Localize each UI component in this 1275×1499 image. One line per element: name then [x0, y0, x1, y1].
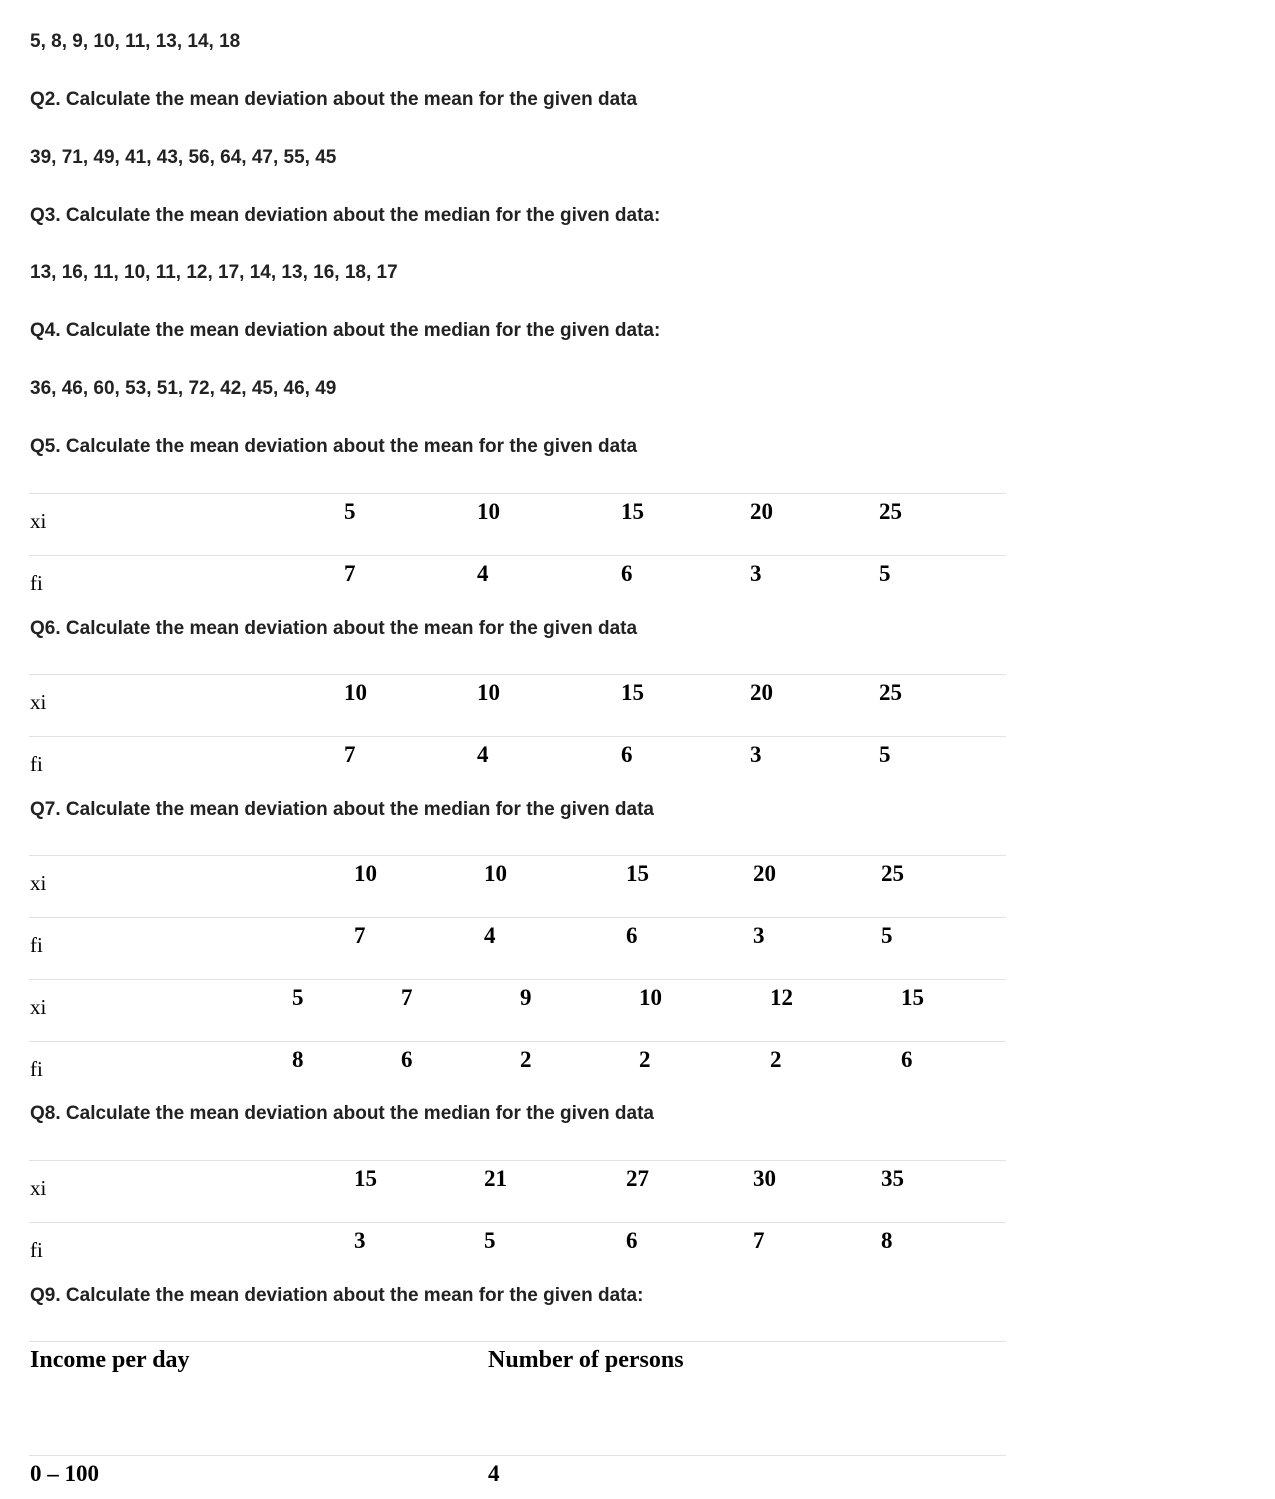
table-cell: 3: [354, 1228, 366, 1253]
table-cell: 6: [901, 1047, 913, 1072]
table-cell: 15: [354, 1166, 377, 1191]
table-cell: 10: [639, 985, 662, 1010]
q8-question: Q8. Calculate the mean deviation about the median for the given data: [30, 1103, 654, 1124]
table-cell: 5: [881, 923, 893, 948]
table-cell: 20: [753, 861, 776, 886]
table-cell: 4: [477, 742, 489, 767]
q7-table: [29, 855, 1006, 1103]
q6-question: Q6. Calculate the mean deviation about the mean for the given data: [30, 618, 638, 639]
column-header-income: Income per day: [30, 1347, 190, 1373]
table-cell: 8: [292, 1047, 304, 1072]
table-cell: 7: [344, 561, 356, 586]
table-row-fi: [29, 736, 1006, 798]
table-cell: 27: [626, 1166, 649, 1191]
table-cell: 4: [484, 923, 496, 948]
row-label: xi: [30, 871, 47, 895]
table-row-xi: [29, 855, 1006, 917]
table-cell: 6: [621, 561, 633, 586]
q7-question: Q7. Calculate the mean deviation about the median for the given data: [30, 799, 654, 820]
table-cell: 20: [750, 680, 773, 705]
table-cell: 4: [477, 561, 489, 586]
table-cell: 7: [401, 985, 413, 1010]
table-cell: 6: [401, 1047, 413, 1072]
table-cell: 5: [292, 985, 304, 1010]
table-cell: 8: [881, 1228, 893, 1253]
table-header-row: [29, 1341, 1006, 1455]
table-row-fi: [29, 917, 1006, 979]
row-label: xi: [30, 509, 47, 533]
table-cell: 5: [879, 561, 891, 586]
table-cell: 20: [750, 499, 773, 524]
row-label: xi: [30, 690, 47, 714]
table-cell: 6: [621, 742, 633, 767]
table-cell: 15: [901, 985, 924, 1010]
table-cell: 3: [753, 923, 765, 948]
table-row-xi: [29, 1160, 1006, 1222]
row-label: fi: [30, 933, 43, 957]
row-label: fi: [30, 1238, 43, 1262]
table-cell: 5: [879, 742, 891, 767]
table-cell: 7: [354, 923, 366, 948]
row-label: xi: [30, 1176, 47, 1200]
table-cell: 7: [344, 742, 356, 767]
table-cell: 5: [484, 1228, 496, 1253]
q8-table: [29, 1160, 1006, 1284]
q2-question: Q2. Calculate the mean deviation about the mean for the given data: [30, 89, 638, 110]
table-cell: 30: [753, 1166, 776, 1191]
q4-question: Q4. Calculate the mean deviation about the median for the given data:: [30, 320, 661, 341]
q4-data: 36, 46, 60, 53, 51, 72, 42, 45, 46, 49: [30, 378, 337, 399]
table-cell: 5: [344, 499, 356, 524]
table-cell: 10: [344, 680, 367, 705]
row-label: fi: [30, 752, 43, 776]
row-label: fi: [30, 1057, 43, 1081]
table-row-fi: [29, 555, 1006, 617]
table-cell: 10: [477, 499, 500, 524]
table-row: [29, 1455, 1006, 1499]
table-row-fi-2: [29, 1041, 1006, 1103]
table-cell: 15: [626, 861, 649, 886]
table-cell: 2: [770, 1047, 782, 1072]
table-cell: 2: [639, 1047, 651, 1072]
table-cell: 25: [879, 499, 902, 524]
column-header-persons: Number of persons: [488, 1347, 684, 1373]
table-cell: 15: [621, 680, 644, 705]
q6-table: [29, 674, 1006, 798]
table-cell: 6: [626, 923, 638, 948]
q3-data: 13, 16, 11, 10, 11, 12, 17, 14, 13, 16, 18, 17: [30, 262, 398, 283]
table-cell: 7: [753, 1228, 765, 1253]
table-row-xi: [29, 674, 1006, 736]
q3-question: Q3. Calculate the mean deviation about the median for the given data:: [30, 205, 661, 226]
table-cell: 10: [354, 861, 377, 886]
table-cell: 21: [484, 1166, 507, 1191]
table-cell: 4: [488, 1461, 500, 1486]
table-cell: 15: [621, 499, 644, 524]
table-row-xi: [29, 493, 1006, 555]
q1-data: 5, 8, 9, 10, 11, 13, 14, 18: [30, 31, 241, 52]
row-label: xi: [30, 995, 47, 1019]
table-cell: 6: [626, 1228, 638, 1253]
table-cell: 10: [484, 861, 507, 886]
table-cell: 2: [520, 1047, 532, 1072]
table-cell: 3: [750, 561, 762, 586]
table-cell: 10: [477, 680, 500, 705]
q9-table: [29, 1341, 1006, 1499]
table-row-xi-2: [29, 979, 1006, 1041]
table-cell: 12: [770, 985, 793, 1010]
q5-question: Q5. Calculate the mean deviation about the mean for the given data: [30, 436, 638, 457]
table-cell: 25: [879, 680, 902, 705]
table-row-fi: [29, 1222, 1006, 1284]
q2-data: 39, 71, 49, 41, 43, 56, 64, 47, 55, 45: [30, 147, 337, 168]
table-cell: 25: [881, 861, 904, 886]
row-label: fi: [30, 571, 43, 595]
table-cell: 3: [750, 742, 762, 767]
table-cell: 0 – 100: [30, 1461, 99, 1486]
q5-table: [29, 493, 1006, 617]
q9-question: Q9. Calculate the mean deviation about the mean for the given data:: [30, 1285, 644, 1306]
table-cell: 35: [881, 1166, 904, 1191]
table-cell: 9: [520, 985, 532, 1010]
